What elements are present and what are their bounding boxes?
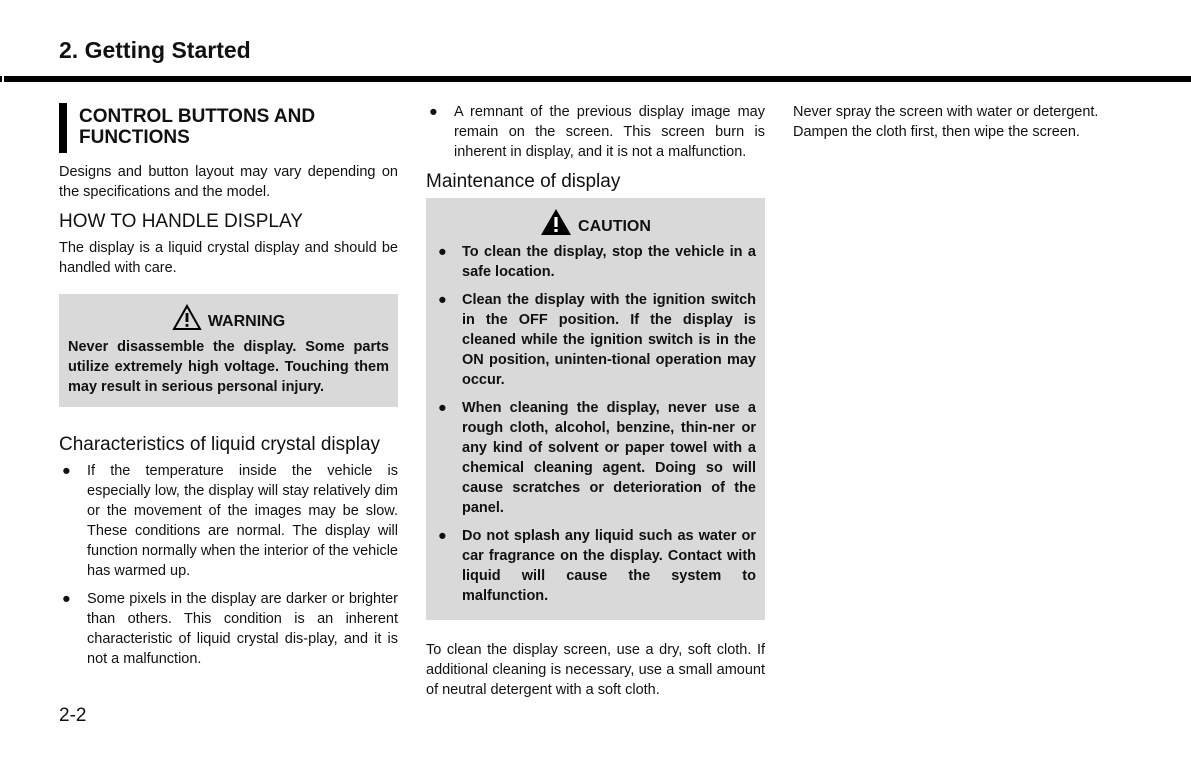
warning-text: Never disassemble the display. Some parts utilize extremely high voltage. Touching them may result in serious personal injury. — [68, 339, 389, 395]
warning-title: WARNING — [207, 313, 286, 330]
caution-item: ● Clean the display with the ignition switch in the OFF position. If the display is cleaned while the ignition switch is in the ON position, uninten-tional operation may occur. — [438, 292, 756, 388]
column-3 — [793, 102, 1138, 142]
header-rule-stub — [0, 76, 2, 82]
list-item: ● A remnant of the previous display image may remain on the screen. This screen burn is inherent in display, and it is not a malfunction. — [429, 104, 765, 160]
caution-box — [426, 198, 765, 620]
caution-item: ● To clean the display, stop the vehicle in a safe location. — [438, 244, 756, 280]
warning-box — [59, 294, 398, 407]
spray-text: Never spray the screen with water or detergent. Dampen the cloth first, then wipe the screen. — [793, 104, 1099, 140]
list-item: ● Some pixels in the display are darker or brighter than others. This condition is an inherent characteristic of liquid crystal dis-play, and it is not a malfunction. — [62, 591, 398, 667]
section-bar — [59, 103, 67, 153]
lcd-heading: Characteristics of liquid crystal display — [59, 434, 381, 455]
warning-triangle-outline-icon — [172, 313, 208, 330]
section-heading — [59, 102, 398, 152]
intro-text: Designs and button layout may vary depending on the specifications and the model. — [59, 164, 398, 200]
chapter-title: 2. Getting Started — [59, 37, 251, 63]
header-rule — [4, 76, 1191, 82]
caution-item: ● When cleaning the display, never use a rough cloth, alcohol, benzine, thin-ner or any kind of solvent or paper towel with a chemical cleaning agent. Doing so will cause scratches or deterioration of the panel. — [438, 400, 756, 516]
column-2 — [426, 102, 765, 700]
section-title: CONTROL BUTTONS AND FUNCTIONS — [79, 106, 316, 148]
handle-text: The display is a liquid crystal display and should be handled with care. — [59, 240, 398, 276]
column-1 — [59, 102, 398, 677]
handle-heading: HOW TO HANDLE DISPLAY — [59, 211, 303, 232]
caution-title: CAUTION — [578, 218, 651, 235]
list-item: ● If the temperature inside the vehicle is especially low, the display will stay relatively dim or the movement of the images may be slow. These conditions are normal. The display will function normally when the interior of the vehicle has warmed up. — [62, 463, 398, 579]
page-number: 2-2 — [59, 705, 87, 726]
maintenance-heading: Maintenance of display — [426, 171, 621, 192]
caution-item: ● Do not splash any liquid such as water or car fragrance on the display. Contact with liquid will cause the system to malfunction. — [438, 528, 756, 604]
warning-triangle-filled-icon — [540, 218, 578, 235]
clean-text: To clean the display screen, use a dry, soft cloth. If additional cleaning is necessary, use a small amount of neutral detergent with a soft cloth. — [426, 642, 765, 698]
